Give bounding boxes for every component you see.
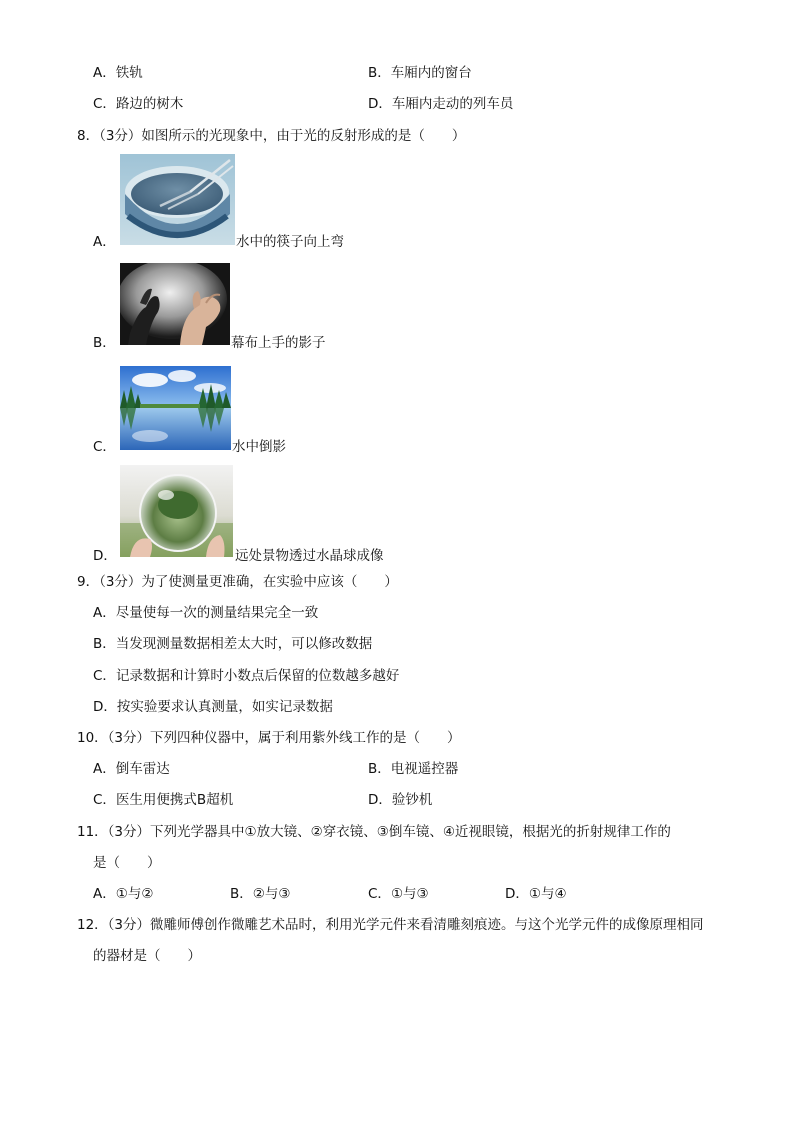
q11-option-b <box>230 885 290 903</box>
option-letter: A． <box>93 65 116 81</box>
q10-option-a <box>93 760 170 778</box>
q11-stem-line1: 11．（3分）下列光学器具中①放大镜、②穿衣镜、③倒车镜、④近视眼镜，根据光的折射规律工作的 <box>77 824 671 840</box>
option-letter: D． <box>368 96 392 112</box>
option-letter: C． <box>93 792 116 808</box>
q8-option-c-caption: 水中倒影 <box>232 439 286 455</box>
q12-stem-line2: 的器材是（ ） <box>93 948 201 964</box>
q9-option-d <box>93 698 333 716</box>
q11-option-a <box>93 885 153 903</box>
q8-stem: 8．（3分）如图所示的光现象中，由于光的反射形成的是（ ） <box>77 128 466 144</box>
option-text: 铁轨 <box>115 65 143 81</box>
q8-option-b <box>93 334 116 352</box>
q8-option-a <box>93 233 116 251</box>
q10-option-c <box>93 791 233 809</box>
option-letter: B． <box>230 886 253 902</box>
option-letter: A． <box>93 886 116 902</box>
q7-option-a <box>93 64 143 82</box>
q7-option-b <box>368 64 472 82</box>
option-letter: B． <box>93 636 116 652</box>
option-text: 医生用便携式B超机 <box>115 792 234 808</box>
option-letter: D． <box>368 792 392 808</box>
option-text: 尽量使每一次的测量结果完全一致 <box>115 605 319 621</box>
option-letter: B． <box>368 65 391 81</box>
option-letter: A． <box>93 234 116 250</box>
option-letter: D． <box>93 548 117 564</box>
q8-option-d <box>93 547 117 565</box>
option-text: 路边的树木 <box>115 96 184 112</box>
q9-option-b <box>93 635 372 653</box>
chopsticks-in-water-bowl-image <box>120 154 235 245</box>
q7-option-c <box>93 95 183 113</box>
option-letter: C． <box>93 439 116 455</box>
q9-option-c <box>93 667 399 685</box>
q8-option-c <box>93 438 116 456</box>
lake-reflection-image <box>120 366 231 450</box>
q8-option-b-caption: 幕布上手的影子 <box>231 335 326 351</box>
option-letter: B． <box>93 335 116 351</box>
option-letter: C． <box>93 668 116 684</box>
option-text: 按实验要求认真测量，如实记录数据 <box>116 699 333 715</box>
option-letter: B． <box>368 761 391 777</box>
option-letter: A． <box>93 605 116 621</box>
option-text: 电视遥控器 <box>390 761 459 777</box>
option-letter: C． <box>368 886 391 902</box>
q8-option-d-caption: 远处景物透过水晶球成像 <box>235 548 384 564</box>
option-text: ①与② <box>115 886 154 902</box>
hand-shadow-on-screen-image <box>120 263 230 345</box>
crystal-ball-image <box>120 465 233 557</box>
q9-stem: 9．（3分）为了使测量更准确，在实验中应该（ ） <box>77 574 398 590</box>
option-text: 当发现测量数据相差太大时，可以修改数据 <box>115 636 373 652</box>
q10-stem: 10．（3分）下列四种仪器中，属于利用紫外线工作的是（ ） <box>77 730 461 746</box>
option-text: 车厢内走动的列车员 <box>391 96 514 112</box>
q11-option-c <box>368 885 429 903</box>
option-text: 倒车雷达 <box>115 761 170 777</box>
option-text: ①与④ <box>528 886 567 902</box>
option-text: ①与③ <box>390 886 429 902</box>
q12-stem-line1: 12．（3分）微雕师傅创作微雕艺术品时，利用光学元件来看清雕刻痕迹。与这个光学元件的成像原理相同 <box>77 917 704 933</box>
option-letter: C． <box>93 96 116 112</box>
q10-option-d <box>368 791 432 809</box>
option-letter: D． <box>505 886 529 902</box>
option-letter: D． <box>93 699 117 715</box>
q11-option-d <box>505 885 567 903</box>
option-text: 记录数据和计算时小数点后保留的位数越多越好 <box>115 668 400 684</box>
q10-option-b <box>368 760 458 778</box>
option-text: 车厢内的窗台 <box>390 65 472 81</box>
q7-option-d <box>368 95 513 113</box>
option-text: ②与③ <box>252 886 291 902</box>
q9-option-a <box>93 604 318 622</box>
q8-option-a-caption: 水中的筷子向上弯 <box>236 234 344 250</box>
option-letter: A． <box>93 761 116 777</box>
option-text: 验钞机 <box>391 792 433 808</box>
q11-stem-line2: 是（ ） <box>93 855 161 871</box>
